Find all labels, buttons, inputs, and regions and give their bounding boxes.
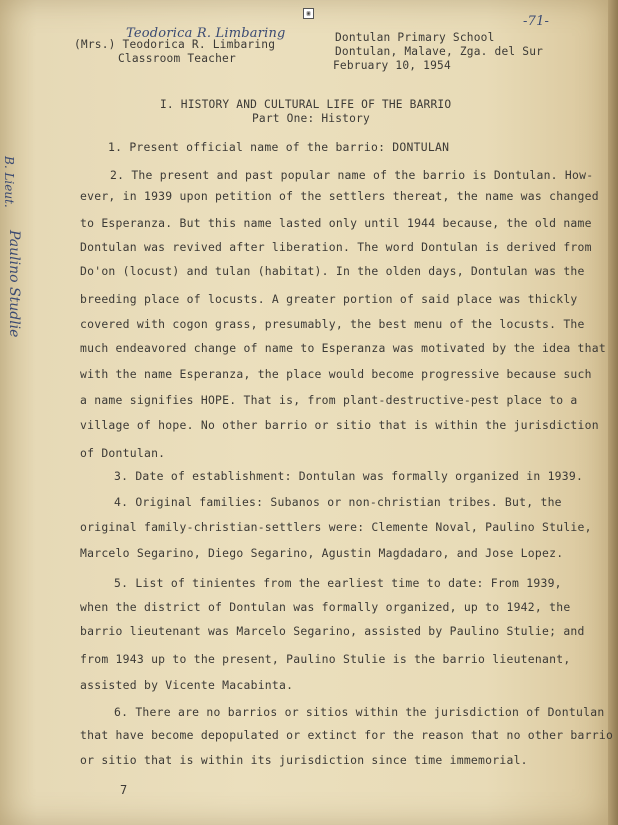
school-address: Dontulan, Malave, Zga. del Sur bbox=[335, 45, 544, 58]
body-line: village of hope. No other barrio or sitio that is within the jurisdiction bbox=[80, 418, 599, 432]
page-number: -71- bbox=[523, 14, 550, 29]
teacher-signature: Teodorica R. Limbaring bbox=[126, 26, 286, 41]
page-edge bbox=[608, 0, 618, 825]
body-line: 3. Date of establishment: Dontulan was formally organized in 1939. bbox=[114, 469, 584, 483]
body-line: breeding place of locusts. A greater portion of said place was thickly bbox=[80, 292, 578, 306]
body-line: original family-christian-settlers were: Clemente Noval, Paulino Stulie, bbox=[80, 520, 592, 534]
body-line: 6. There are no barrios or sitios within the jurisdiction of Dontulan bbox=[114, 705, 605, 719]
corner-stamp-icon: ▣ bbox=[303, 8, 314, 19]
body-line: of Dontulan. bbox=[80, 446, 166, 460]
body-line: Marcelo Segarino, Diego Segarino, Agustin Magdadaro, and Jose Lopez. bbox=[80, 546, 564, 560]
body-line: or sitio that is within its jurisdiction since time immemorial. bbox=[80, 753, 528, 767]
body-line: from 1943 up to the present, Paulino Stulie is the barrio lieutenant, bbox=[80, 652, 571, 666]
body-line: much endeavored change of name to Esperanza was motivated by the idea that bbox=[80, 341, 606, 355]
margin-note: B. Lieut. bbox=[2, 156, 16, 208]
footer-number: 7 bbox=[120, 783, 128, 797]
body-line: Do'on (locust) and tulan (habitat). In the olden days, Dontulan was the bbox=[80, 264, 585, 278]
teacher-name: (Mrs.) Teodorica R. Limbaring bbox=[74, 38, 276, 51]
body-line: to Esperanza. But this name lasted only until 1944 because, the old name bbox=[80, 216, 592, 230]
body-line: when the district of Dontulan was formally organized, up to 1942, the bbox=[80, 600, 571, 614]
body-line: a name signifies HOPE. That is, from plant-destructive-pest place to a bbox=[80, 393, 578, 407]
section-subheading: Part One: History bbox=[252, 112, 370, 125]
body-line: 2. The present and past popular name of the barrio is Dontulan. How- bbox=[110, 168, 594, 182]
body-line: 4. Original families: Subanos or non-christian tribes. But, the bbox=[114, 495, 562, 509]
body-line: 5. List of tinientes from the earliest time to date: From 1939, bbox=[114, 576, 562, 590]
margin-signature: Paulino Studlie bbox=[6, 230, 22, 338]
body-line: with the name Esperanza, the place would become progressive because such bbox=[80, 367, 592, 381]
teacher-role: Classroom Teacher bbox=[118, 52, 236, 65]
body-line: 1. Present official name of the barrio: DONTULAN bbox=[108, 140, 450, 154]
body-line: barrio lieutenant was Marcelo Segarino, assisted by Paulino Stulie; and bbox=[80, 624, 585, 638]
school-name: Dontulan Primary School bbox=[335, 31, 495, 44]
body-line: Dontulan was revived after liberation. The word Dontulan is derived from bbox=[80, 240, 592, 254]
document-date: February 10, 1954 bbox=[333, 59, 451, 72]
body-line: covered with cogon grass, presumably, the best menu of the locusts. The bbox=[80, 317, 585, 331]
body-line: that have become depopulated or extinct for the reason that no other barrio bbox=[80, 728, 614, 742]
section-heading: I. HISTORY AND CULTURAL LIFE OF THE BARRIO bbox=[160, 98, 452, 111]
body-line: ever, in 1939 upon petition of the settlers thereat, the name was changed bbox=[80, 189, 599, 203]
body-line: assisted by Vicente Macabinta. bbox=[80, 678, 294, 692]
